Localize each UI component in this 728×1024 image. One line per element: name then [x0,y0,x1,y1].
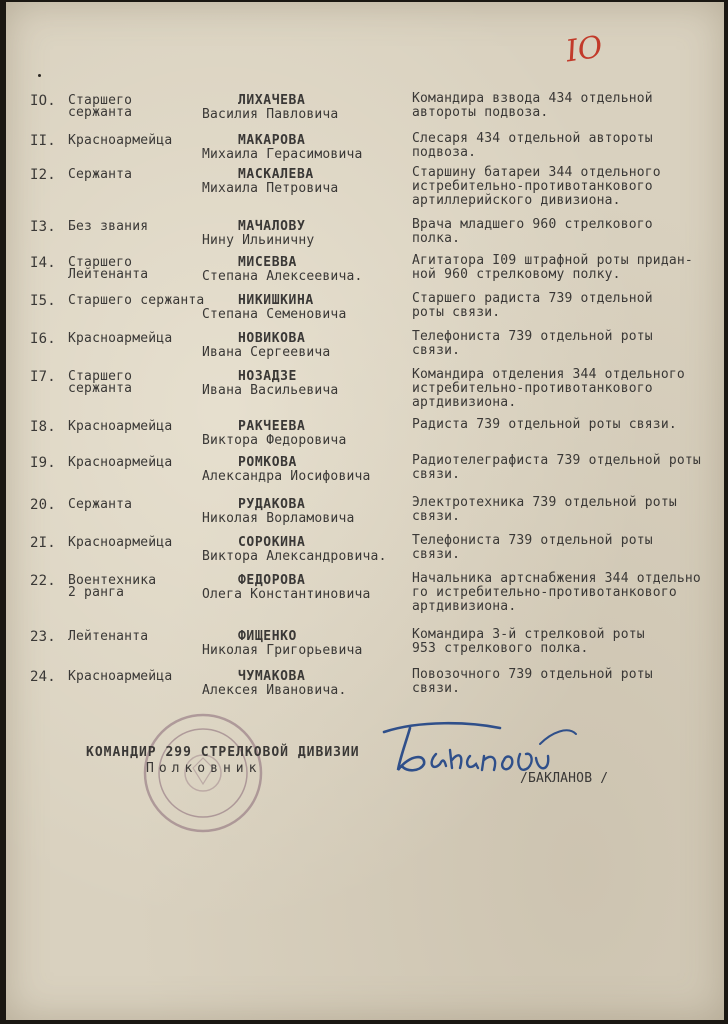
entry-position: Слесаря 434 отдельной автороты [412,131,653,146]
entry-rank: Сержанта [68,167,133,182]
entry-position: подвоза. [412,145,477,160]
entry-given-names: Ивана Сергеевича [202,345,331,360]
entry-number: I4. [30,255,56,271]
entry-position: Врача младшего 960 стрелкового [412,217,653,232]
entry-rank: Красноармейца [68,669,173,684]
entry-position: артиллерийского дивизиона. [412,193,621,208]
entry-given-names: Олега Константиновича [202,587,371,602]
entry-given-names: Николая Ворламовича [202,511,355,526]
entry-number: I3. [30,219,56,235]
entry-surname: МАСКАЛЕВА [238,167,314,182]
entry-position: связи. [412,343,461,358]
entry-surname: НОВИКОВА [238,331,306,346]
entry-surname: СОРОКИНА [238,535,306,550]
entry-position: артдивизиона. [412,599,517,614]
entry-surname: МАЧАЛОВУ [238,219,306,234]
entry-number: I9. [30,455,56,471]
entry-rank: Красноармейца [68,455,173,470]
entry-position: Телефониста 739 отдельной роты [412,329,653,344]
entry-position: Командира отделения 344 отдельного [412,367,685,382]
entry-rank: Сержанта [68,497,133,512]
entry-position: го истребительно-противотанкового [412,585,677,600]
entry-rank: Лейтенанта [68,629,149,644]
entry-surname: ФИЩЕНКО [238,629,297,644]
entry-number: 2I. [30,535,56,551]
entry-position: Повозочного 739 отдельной роты [412,667,653,682]
entry-position: роты связи. [412,305,501,320]
entry-given-names: Виктора Александровича. [202,549,387,564]
entry-number: 24. [30,669,56,685]
entry-rank: 2 ранга [68,585,125,600]
entry-surname: ЧУМАКОВА [238,669,306,684]
entry-position: связи. [412,467,461,482]
entry-position: связи. [412,547,461,562]
entry-position: автороты подвоза. [412,105,549,120]
entry-position: ной 960 стрелковому полку. [412,267,621,282]
document-page [6,2,724,1020]
commander-title: КОМАНДИР 299 СТРЕЛКОВОЙ ДИВИЗИИ [86,745,360,760]
entry-position: связи. [412,681,461,696]
entry-rank: сержанта [68,105,133,120]
entry-given-names: Степана Семеновича [202,307,347,322]
entry-rank: Лейтенанта [68,267,149,282]
entry-number: 23. [30,629,56,645]
entry-number: II. [30,133,56,149]
entry-surname: ЛИХАЧЕВА [238,93,306,108]
entry-position: Старшину батареи 344 отдельного [412,165,661,180]
entry-position: Старшего радиста 739 отдельной [412,291,653,306]
entry-given-names: Михаила Герасимовича [202,147,363,162]
punch-hole [38,74,41,77]
entry-position: Командира 3-й стрелковой роты [412,627,645,642]
entry-surname: ФЕДОРОВА [238,573,306,588]
entry-given-names: Нину Ильиничну [202,233,315,248]
entry-number: I8. [30,419,56,435]
entry-position: полка. [412,231,461,246]
entry-position: Телефониста 739 отдельной роты [412,533,653,548]
entry-position: артдивизиона. [412,395,517,410]
entry-rank: Старшего [68,255,133,270]
entry-number: I2. [30,167,56,183]
entry-surname: РУДАКОВА [238,497,306,512]
entry-position: Радиотелеграфиста 739 отдельной роты [412,453,701,468]
entry-rank: Без звания [68,219,149,234]
entry-rank: Старшего [68,93,133,108]
entry-given-names: Александра Иосифовича [202,469,371,484]
entry-surname: РАКЧЕЕВА [238,419,306,434]
commander-rank: Полковник [146,761,262,776]
entry-rank: Красноармейца [68,331,173,346]
entry-position: Начальника артснабжения 344 отдельно [412,571,701,586]
entry-number: 20. [30,497,56,513]
entry-given-names: Николая Григорьевича [202,643,363,658]
entry-surname: НОЗАДЗЕ [238,369,297,384]
entry-rank: Красноармейца [68,535,173,550]
entry-rank: Старшего сержанта [68,293,205,308]
entry-number: IO. [30,93,56,109]
entry-given-names: Виктора Федоровича [202,433,347,448]
entry-number: I7. [30,369,56,385]
entry-rank: сержанта [68,381,133,396]
entry-number: I5. [30,293,56,309]
entry-given-names: Алексея Ивановича. [202,683,347,698]
entry-given-names: Василия Павловича [202,107,339,122]
entry-position: Радиста 739 отдельной роты связи. [412,417,677,432]
page-number: IO [563,29,605,70]
entry-given-names: Михаила Петровича [202,181,339,196]
entry-surname: НИКИШКИНА [238,293,314,308]
entry-position: 953 стрелкового полка. [412,641,589,656]
commander-name: /БАКЛАНОВ / [520,771,609,786]
entry-given-names: Степана Алексеевича. [202,269,363,284]
entry-position: Командира взвода 434 отдельной [412,91,653,106]
entry-position: Электротехника 739 отдельной роты [412,495,677,510]
entry-surname: РОМКОВА [238,455,297,470]
entry-rank: Красноармейца [68,419,173,434]
entry-surname: МИСЕВВА [238,255,297,270]
entry-rank: Красноармейца [68,133,173,148]
entry-number: I6. [30,331,56,347]
entry-number: 22. [30,573,56,589]
entry-position: Агитатора I09 штрафной роты придан- [412,253,693,268]
entry-rank: Старшего [68,369,133,384]
entry-rank: Воентехника [68,573,157,588]
entry-surname: МАКАРОВА [238,133,306,148]
entry-given-names: Ивана Васильевича [202,383,339,398]
entry-position: истребительно-противотанкового [412,179,653,194]
entry-position: связи. [412,509,461,524]
entry-position: истребительно-противотанкового [412,381,653,396]
